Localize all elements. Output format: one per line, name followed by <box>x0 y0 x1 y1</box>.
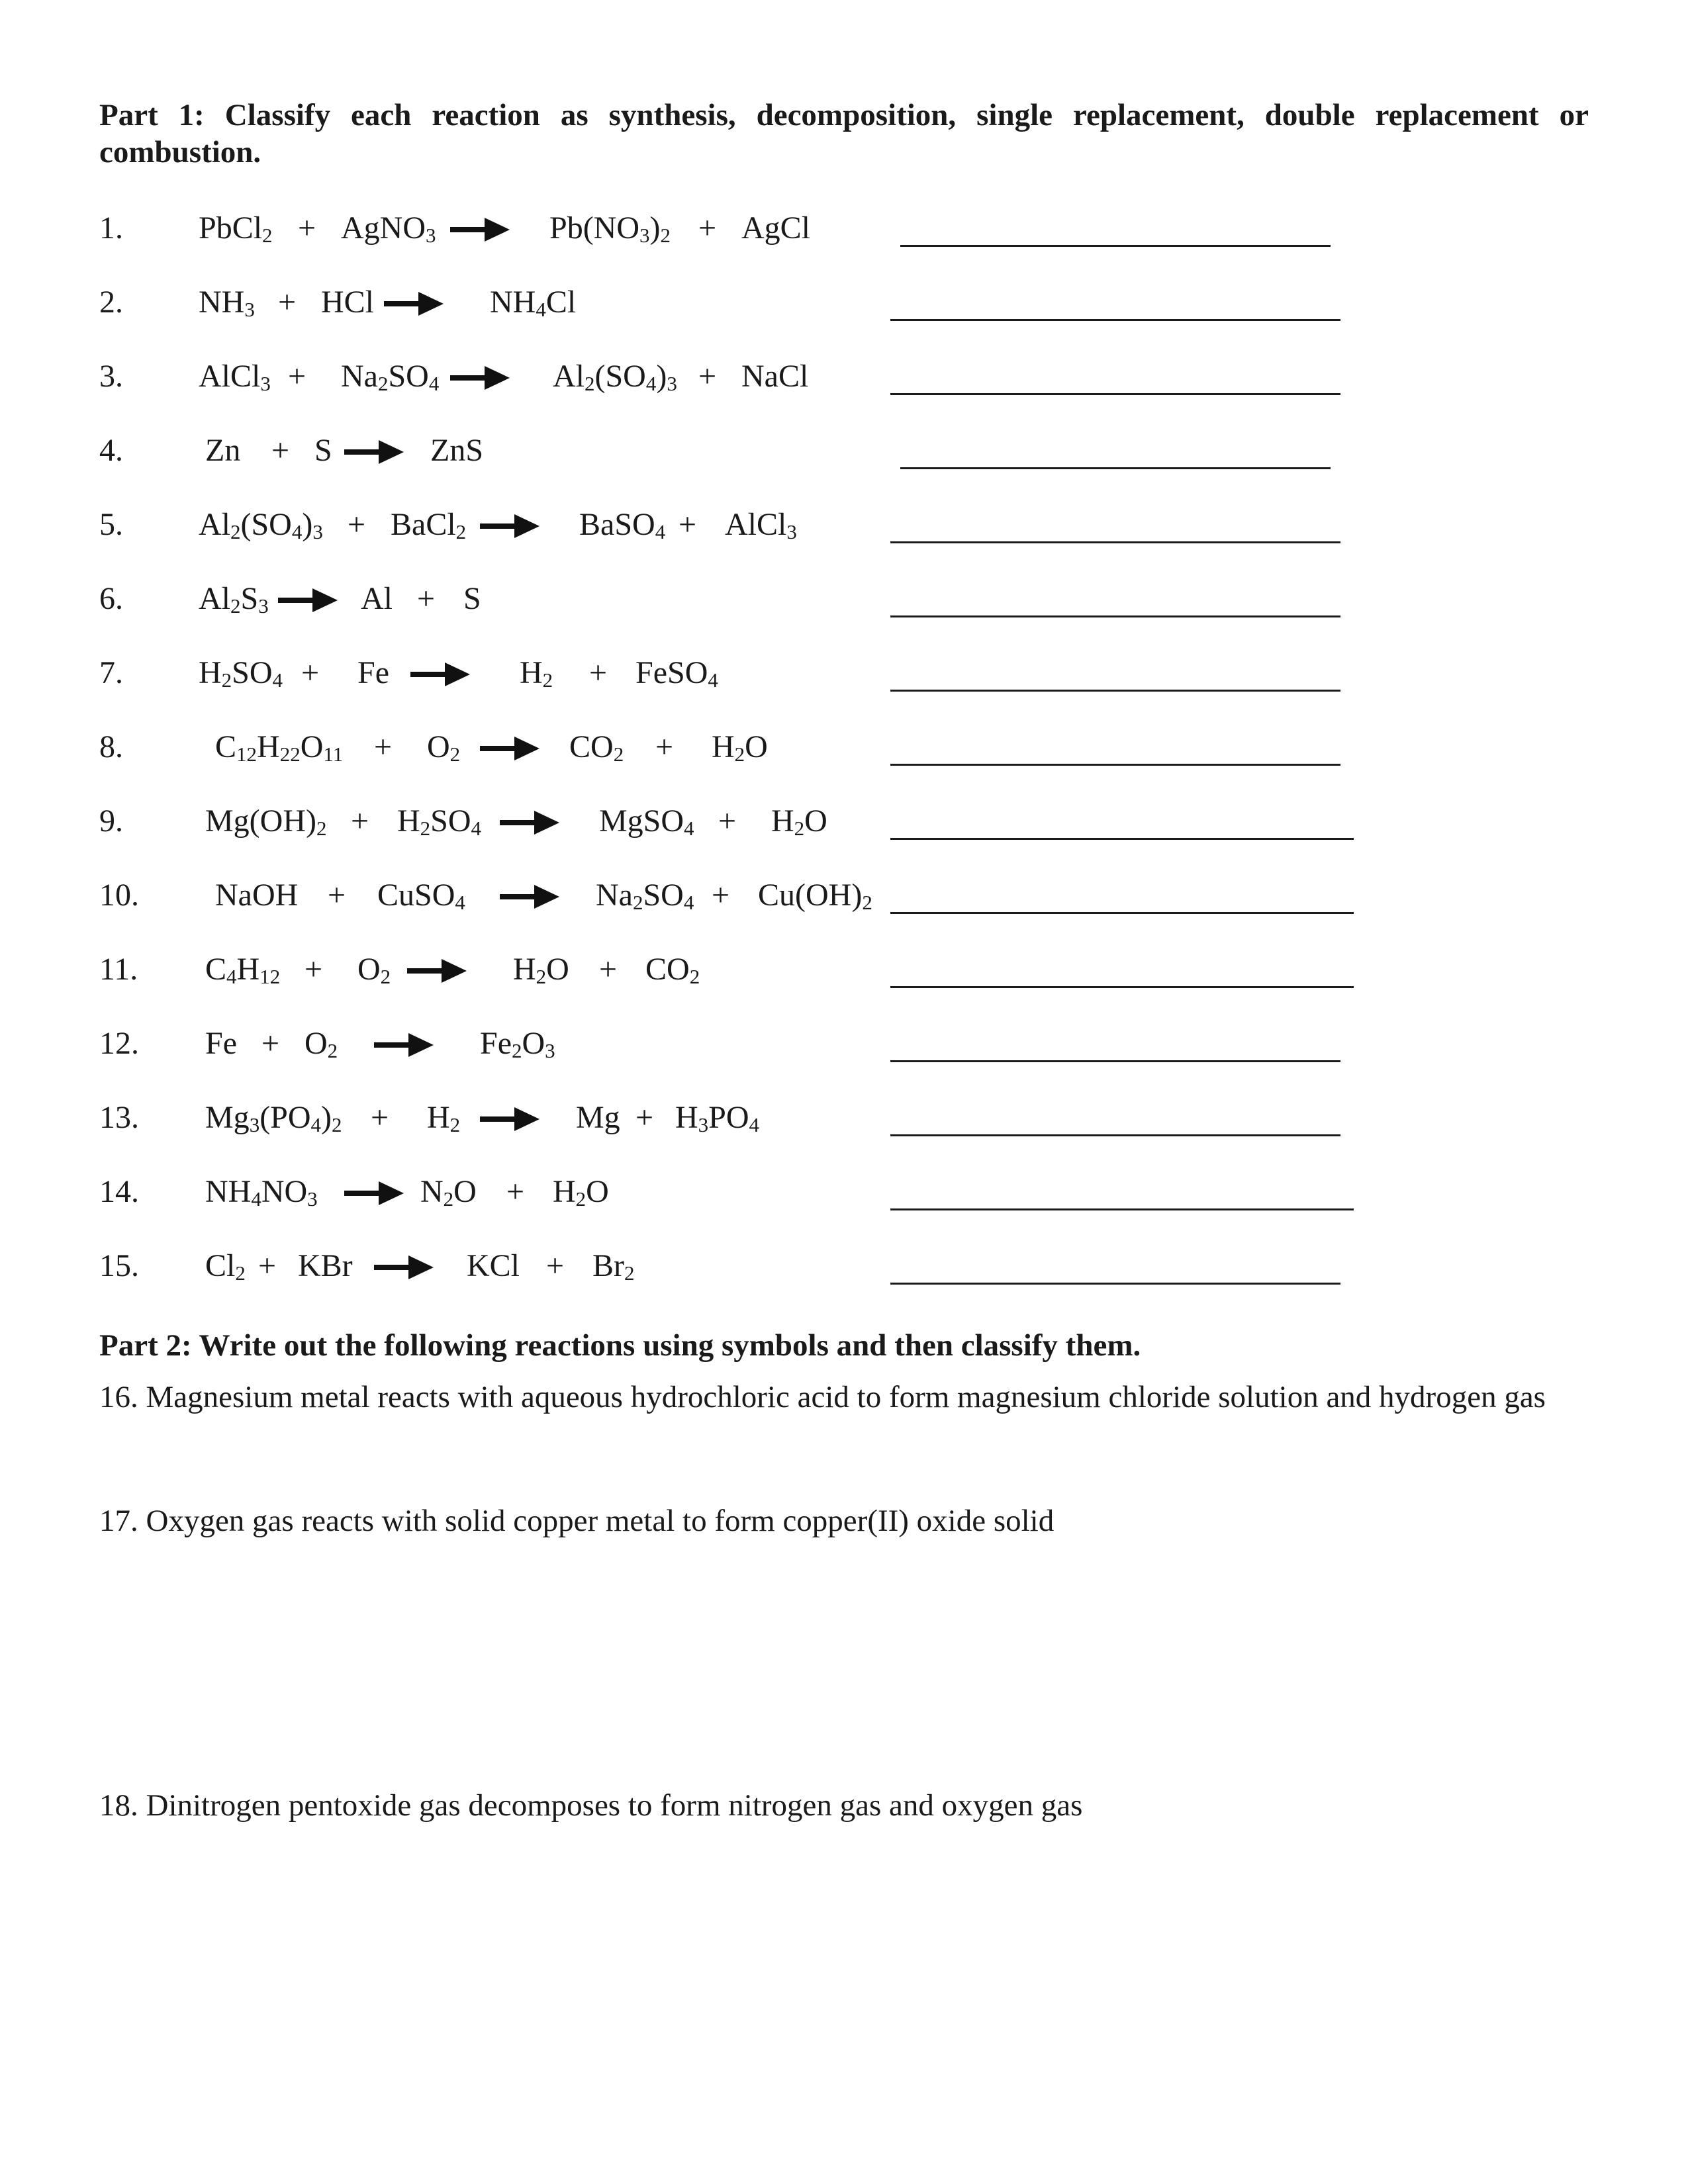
product-formula: $H_2O$ <box>771 803 827 840</box>
reactant-formula: CuSO$_4$ <box>377 878 465 914</box>
reaction-arrow-icon <box>344 1180 404 1206</box>
reactant-formula: $Mg(OH)_2$ <box>205 803 327 840</box>
reaction-number: 6. <box>99 581 123 616</box>
reactant-formula: $H_2SO_4$ <box>397 803 482 840</box>
reaction-7 <box>0 647 1688 700</box>
reaction-number: 3. <box>99 359 123 394</box>
reaction-number: 1. <box>99 210 123 246</box>
reactant-formula: $O_2$ <box>427 729 461 766</box>
reactant-formula: KBr <box>298 1248 353 1283</box>
product-formula: AlCl$_3$ <box>725 507 797 543</box>
reaction-arrow-icon <box>344 439 404 465</box>
reactant-formula: Fe <box>357 655 389 690</box>
product-formula: $Al_2(SO_4)_3$ <box>553 359 677 395</box>
answer-blank[interactable] <box>890 319 1340 321</box>
plus-sign: + <box>635 1100 654 1135</box>
reaction-arrow-icon <box>480 513 539 539</box>
answer-blank[interactable] <box>890 912 1354 914</box>
reaction-arrow-icon <box>500 884 559 910</box>
reactant-formula: $Mg_3(PO_4)_2$ <box>205 1100 342 1136</box>
part1-heading: Part 1: Classify each reaction as synthesis, decomposition, single replacement, double replacement or combustion. <box>99 98 1589 169</box>
answer-blank[interactable] <box>890 393 1340 395</box>
plus-sign: + <box>258 1248 277 1283</box>
plus-sign: + <box>305 952 323 987</box>
answer-blank[interactable] <box>890 764 1340 766</box>
plus-sign: + <box>351 803 369 839</box>
product-formula: $H_2O$ <box>553 1174 609 1210</box>
product-formula: $CO_2$ <box>569 729 624 766</box>
product-formula: $NH_4Cl$ <box>490 285 577 321</box>
product-formula: $Na_2SO_4$ <box>596 878 694 914</box>
answer-blank[interactable] <box>890 690 1340 692</box>
product-formula: $N_2O$ <box>420 1174 477 1210</box>
reaction-2 <box>0 276 1688 329</box>
answer-blank[interactable] <box>890 838 1354 840</box>
reaction-arrow-icon <box>374 1254 434 1281</box>
product-formula: Al <box>361 581 393 616</box>
answer-blank[interactable] <box>900 245 1331 247</box>
plus-sign: + <box>589 655 608 690</box>
reactant-formula: NaOH <box>215 878 299 913</box>
reactant-formula: PbCl$_2$ <box>199 210 273 247</box>
answer-blank[interactable] <box>890 615 1340 617</box>
reaction-14 <box>0 1165 1688 1218</box>
reaction-arrow-icon <box>480 735 539 762</box>
reaction-arrow-icon <box>500 809 559 836</box>
reactant-formula: Fe <box>205 1026 237 1061</box>
answer-blank[interactable] <box>900 467 1331 469</box>
plus-sign: + <box>261 1026 280 1061</box>
plus-sign: + <box>301 655 320 690</box>
reaction-13 <box>0 1091 1688 1144</box>
reactant-formula: $C_{12}H_{22}O_{11}$ <box>215 729 344 766</box>
product-formula: $Pb(NO_3)_2$ <box>549 210 671 247</box>
product-formula: $H_3PO_4$ <box>675 1100 760 1136</box>
plus-sign: + <box>698 210 717 246</box>
reaction-arrow-icon <box>374 1032 434 1058</box>
plus-sign: + <box>712 878 730 913</box>
reaction-10 <box>0 869 1688 922</box>
plus-sign: + <box>288 359 306 394</box>
product-formula: $CO_2$ <box>645 952 700 988</box>
reactant-formula: $H_2$ <box>427 1100 461 1136</box>
product-formula: ZnS <box>430 433 484 468</box>
plus-sign: + <box>278 285 297 320</box>
answer-blank[interactable] <box>890 1060 1340 1062</box>
reaction-arrow-icon <box>480 1106 539 1132</box>
prompt-18: 18. Dinitrogen pentoxide gas decomposes to form nitrogen gas and oxygen gas <box>99 1788 1083 1823</box>
reactant-formula: $Al_2S_3$ <box>199 581 269 617</box>
reactant-formula: $Na_2SO_4$ <box>341 359 440 395</box>
answer-blank[interactable] <box>890 1134 1340 1136</box>
plus-sign: + <box>718 803 737 839</box>
reaction-number: 9. <box>99 803 123 839</box>
plus-sign: + <box>417 581 436 616</box>
reaction-arrow-icon <box>384 291 444 317</box>
product-formula: $H_2$ <box>520 655 553 692</box>
reaction-number: 15. <box>99 1248 139 1283</box>
product-formula: Mg <box>576 1100 620 1135</box>
reactant-formula: $H_2SO_4$ <box>199 655 283 692</box>
prompt-17: 17. Oxygen gas reacts with solid copper metal to form copper(II) oxide solid <box>99 1504 1055 1538</box>
reaction-4 <box>0 424 1688 477</box>
plus-sign: + <box>271 433 290 468</box>
plus-sign: + <box>546 1248 565 1283</box>
reactant-formula: $Cl_2$ <box>205 1248 246 1285</box>
reactant-formula: AlCl$_3$ <box>199 359 271 395</box>
answer-blank[interactable] <box>890 1283 1340 1285</box>
reactant-formula: AgNO$_3$ <box>341 210 436 247</box>
plus-sign: + <box>298 210 316 246</box>
reactant-formula: $NH_3$ <box>199 285 255 321</box>
reactant-formula: S <box>314 433 332 468</box>
reaction-number: 2. <box>99 285 123 320</box>
plus-sign: + <box>374 729 393 764</box>
plus-sign: + <box>506 1174 525 1209</box>
product-formula: BaSO$_4$ <box>579 507 666 543</box>
product-formula: $H_2O$ <box>712 729 768 766</box>
reaction-arrow-icon <box>410 661 470 688</box>
reactant-formula: Zn <box>205 433 241 468</box>
reaction-12 <box>0 1017 1688 1070</box>
reactant-formula: $Al_2(SO_4)_3$ <box>199 507 323 543</box>
reaction-arrow-icon <box>450 216 510 243</box>
reaction-number: 12. <box>99 1026 139 1061</box>
product-formula: $H_2O$ <box>513 952 569 988</box>
reaction-8 <box>0 721 1688 774</box>
reaction-number: 5. <box>99 507 123 542</box>
product-formula: $Br_2$ <box>592 1248 635 1285</box>
prompt-16: 16. Magnesium metal reacts with aqueous hydrochloric acid to form magnesium chloride solution and hydrogen gas <box>99 1380 1546 1414</box>
part2-heading: Part 2: Write out the following reactions using symbols and then classify them. <box>99 1328 1141 1363</box>
reaction-arrow-icon <box>278 587 338 614</box>
plus-sign: + <box>599 952 618 987</box>
reaction-1 <box>0 202 1688 255</box>
answer-blank[interactable] <box>890 986 1354 988</box>
reactant-formula: HCl <box>321 285 375 320</box>
reaction-number: 14. <box>99 1174 139 1209</box>
reaction-5 <box>0 498 1688 551</box>
answer-blank[interactable] <box>890 1208 1354 1210</box>
plus-sign: + <box>679 507 697 542</box>
product-formula: AgCl <box>741 210 811 246</box>
product-formula: S <box>463 581 481 616</box>
reaction-arrow-icon <box>450 365 510 391</box>
reaction-number: 4. <box>99 433 123 468</box>
product-formula: KCl <box>467 1248 520 1283</box>
reactant-formula: $NH_4NO_3$ <box>205 1174 318 1210</box>
product-formula: MgSO$_4$ <box>599 803 694 840</box>
reaction-number: 11. <box>99 952 138 987</box>
product-formula: FeSO$_4$ <box>635 655 718 692</box>
product-formula: $Fe_2O_3$ <box>480 1026 555 1062</box>
reaction-6 <box>0 572 1688 625</box>
reactant-formula: BaCl$_2$ <box>391 507 467 543</box>
reaction-number: 8. <box>99 729 123 764</box>
product-formula: $Cu(OH)_2$ <box>758 878 872 914</box>
reaction-3 <box>0 350 1688 403</box>
reaction-number: 13. <box>99 1100 139 1135</box>
reaction-9 <box>0 795 1688 848</box>
plus-sign: + <box>371 1100 389 1135</box>
product-formula: NaCl <box>741 359 809 394</box>
reactant-formula: $O_2$ <box>357 952 391 988</box>
plus-sign: + <box>348 507 366 542</box>
plus-sign: + <box>655 729 674 764</box>
plus-sign: + <box>328 878 346 913</box>
reaction-11 <box>0 943 1688 996</box>
answer-blank[interactable] <box>890 541 1340 543</box>
reaction-number: 7. <box>99 655 123 690</box>
reaction-number: 10. <box>99 878 139 913</box>
reactant-formula: $O_2$ <box>305 1026 338 1062</box>
reactant-formula: $C_4H_{12}$ <box>205 952 281 988</box>
reaction-15 <box>0 1240 1688 1293</box>
reaction-arrow-icon <box>407 958 467 984</box>
plus-sign: + <box>698 359 717 394</box>
